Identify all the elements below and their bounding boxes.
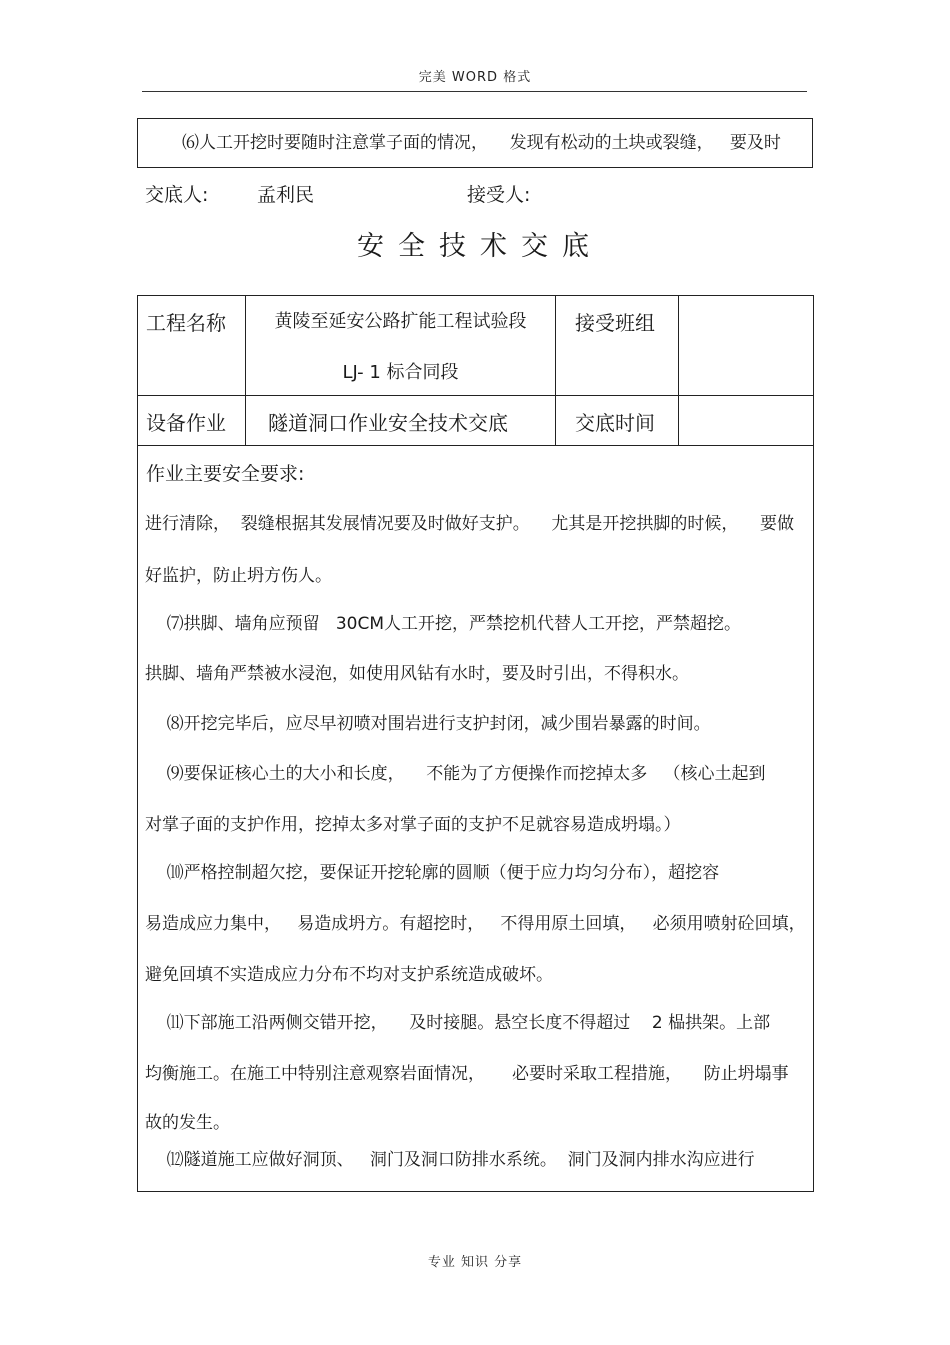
requirement-line: ⑻开挖完毕后，应尽早初喷对围岩进行支护封闭，减少围岩暴露的时间。 [145,714,711,734]
safety-briefing-table [137,295,814,1192]
continued-paragraph-box: ⑹人工开挖时要随时注意掌子面的情况， 发现有松动的土块或裂缝， 要及时 [137,118,813,168]
work-label: 设备作业 [146,411,226,435]
briefing-time-label: 交底时间 [575,411,655,435]
page-footer: 专业 知识 分享 [427,1255,523,1270]
receiver-label: 接受人: [467,184,531,206]
requirement-line: ⑼要保证核心土的大小和长度， 不能为了方便操作而挖掉太多 （核心土起到 [145,764,766,784]
requirement-line: 好监护，防止坍方伤人。 [145,566,332,586]
requirements-heading: 作业主要安全要求: [146,463,305,485]
requirement-line: 进行清除， 裂缝根据其发展情况要及时做好支护。 尤其是开挖拱脚的时候， 要做 [145,514,795,534]
requirement-line: 避免回填不实造成应力分布不均对支护系统造成破坏。 [145,965,553,985]
project-name-line1: 黄陵至延安公路扩能工程试验段 [274,311,527,332]
project-name-label: 工程名称 [146,311,226,335]
receiving-team-label: 接受班组 [575,311,655,335]
header-divider [142,91,807,92]
requirement-line: ⑽严格控制超欠挖，要保证开挖轮廓的圆顺（便于应力均匀分布），超挖容 [145,863,720,883]
row-divider [138,395,813,396]
giver-name: 孟利民 [257,184,315,206]
giver-label: 交底人: [145,184,209,206]
signoff-row [145,180,805,210]
page-header: 完美 WORD 格式 [418,70,532,85]
project-name-line2: LJ- 1 标合同段 [342,362,459,383]
requirement-line: 拱脚、墙角严禁被水浸泡，如使用风钻有水时，要及时引出，不得积水。 [145,664,689,684]
requirement-line: ⑺拱脚、墙角应预留 30CM人工开挖，严禁挖机代替人工开挖，严禁超挖。 [145,614,741,634]
column-divider [678,296,679,446]
row-divider [138,445,813,446]
requirement-line: ⑿隧道施工应做好洞顶、 洞门及洞口防排水系统。 洞门及洞内排水沟应进行 [145,1150,755,1170]
column-divider [555,296,556,446]
requirement-line: 对掌子面的支护作用，挖掉太多对掌子面的支护不足就容易造成坍塌。） [145,815,681,835]
requirement-line: 故的发生。 [145,1113,230,1133]
work-value: 隧道洞口作业安全技术交底 [268,411,508,435]
requirement-line: 易造成应力集中， 易造成坍方。有超挖时， 不得用原土回填， 必须用喷射砼回填， [145,914,806,934]
requirement-line: 均衡施工。在施工中特别注意观察岩面情况， 必要时采取工程措施， 防止坍塌事 [145,1064,789,1084]
document-title: 安全技术交底 [357,231,603,262]
requirement-line: ⑾下部施工沿两侧交错开挖， 及时接腿。悬空长度不得超过 2 榀拱架。上部 [145,1013,771,1033]
